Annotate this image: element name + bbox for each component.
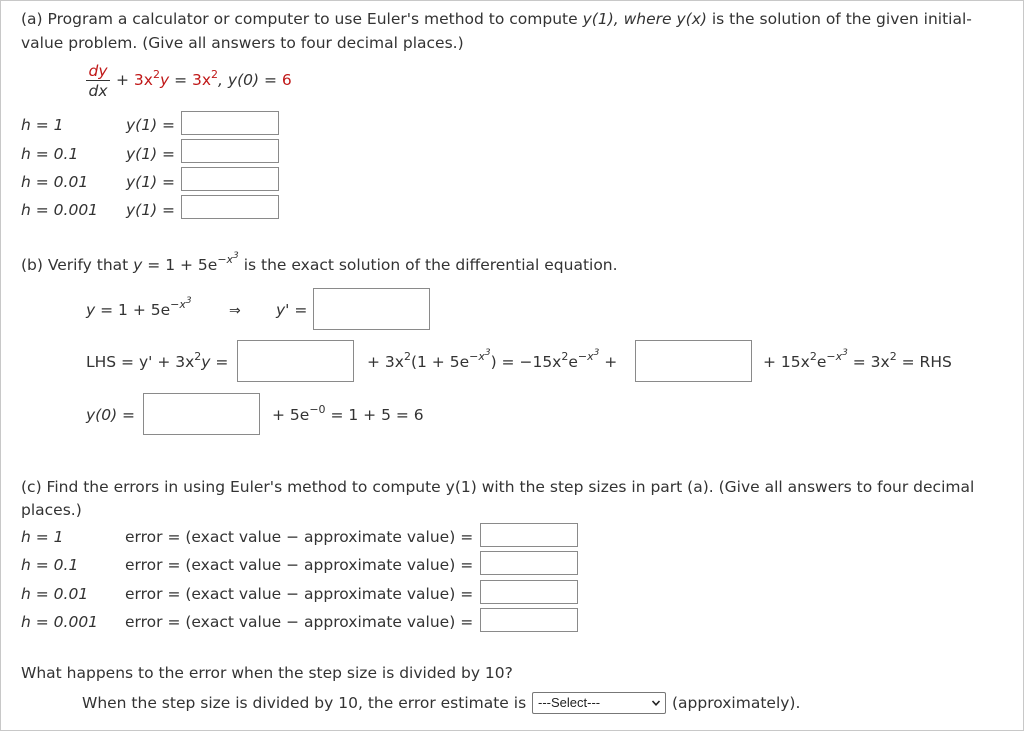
step-size-h-1: h = 1 — [21, 116, 64, 134]
y0-input[interactable] — [143, 393, 260, 435]
step-size-h-0.001: h = 0.001 — [21, 613, 99, 631]
error-question: What happens to the error when the step size is divided by 10? — [21, 664, 513, 682]
error-h0.1-input[interactable] — [480, 551, 578, 575]
select-value: ---Select--- — [538, 695, 601, 710]
y1-label: y(1) = — [126, 173, 176, 191]
error-formula-label: error = (exact value − approximate value) = — [125, 556, 474, 574]
lhs-first-input[interactable] — [237, 340, 354, 382]
euler-y1-h1-input[interactable] — [181, 111, 279, 135]
step-size-h-0.01: h = 0.01 — [21, 585, 89, 603]
y-prime-label: y' = — [276, 301, 308, 319]
y1-label: y(1) = — [126, 145, 176, 163]
step-size-h-1: h = 1 — [21, 528, 64, 546]
step-size-h-0.01: h = 0.01 — [21, 173, 89, 191]
euler-y1-h0.01-input[interactable] — [181, 167, 279, 191]
derivative-numerator: dy — [88, 62, 108, 80]
error-formula-label: error = (exact value − approximate value) = — [125, 613, 474, 631]
part-c-text-line1: (c) Find the errors in using Euler's method to compute y(1) with the step sizes in part (a). (Give all answers to four decimal — [21, 478, 975, 496]
part-b-intro: (b) Verify that $y = 1 + 5e^{-x^3}$ is the exact solution of the differential equation. — [21, 251, 618, 274]
y0-check-expression: + $5e^{-0} = 1 + 5 = 6$ — [272, 403, 424, 424]
error-formula-label: error = (exact value − approximate value) = — [125, 528, 474, 546]
step-size-h-0.1: h = 0.1 — [21, 556, 79, 574]
lhs-label: LHS = $y' + 3x^2y$ = — [86, 350, 229, 371]
step-size-h-0.001: h = 0.001 — [21, 201, 99, 219]
y-prime-input[interactable] — [313, 288, 430, 330]
error-h0.001-input[interactable] — [480, 608, 578, 632]
part-a-text-line1: (a) Program a calculator or computer to use Euler's method to compute y(1), where y(x) is the solution of the given initial- — [21, 10, 972, 28]
derivative-denominator: dx — [88, 82, 108, 100]
step-size-h-0.1: h = 0.1 — [21, 145, 79, 163]
exact-solution: $y = 1 + 5e^{-x^3}$ — [86, 296, 192, 319]
y1-label: y(1) = — [126, 201, 176, 219]
chevron-down-icon — [651, 698, 661, 708]
error-formula-label: error = (exact value − approximate value) = — [125, 585, 474, 603]
lhs-second-input[interactable] — [635, 340, 752, 382]
lhs-tail-expression: + $15x^2e^{-x^3} = 3x^2$ = RHS — [763, 348, 952, 371]
error-h0.01-input[interactable] — [480, 580, 578, 604]
y0-label: y(0) = — [86, 406, 136, 424]
error-trend-select[interactable] — [532, 692, 666, 714]
lhs-middle-expression: + $3x^2(1 + 5e^{-x^3}) = -15x^2e^{-x^3}$ + — [367, 348, 618, 371]
implies-arrow: ⇒ — [229, 303, 241, 319]
euler-y1-h0.1-input[interactable] — [181, 139, 279, 163]
error-h1-input[interactable] — [480, 523, 578, 547]
differential-equation: + $3x^2y = 3x^2$, y(0) = 6 — [116, 68, 292, 89]
part-c-text-line2: places.) — [21, 501, 82, 519]
y1-label: y(1) = — [126, 116, 176, 134]
answer-suffix: (approximately). — [672, 694, 801, 712]
part-a-text-line2: value problem. (Give all answers to four decimal places.) — [21, 34, 464, 52]
euler-y1-h0.001-input[interactable] — [181, 195, 279, 219]
fraction-bar — [86, 80, 110, 81]
answer-prefix: When the step size is divided by 10, the error estimate is — [82, 694, 527, 712]
